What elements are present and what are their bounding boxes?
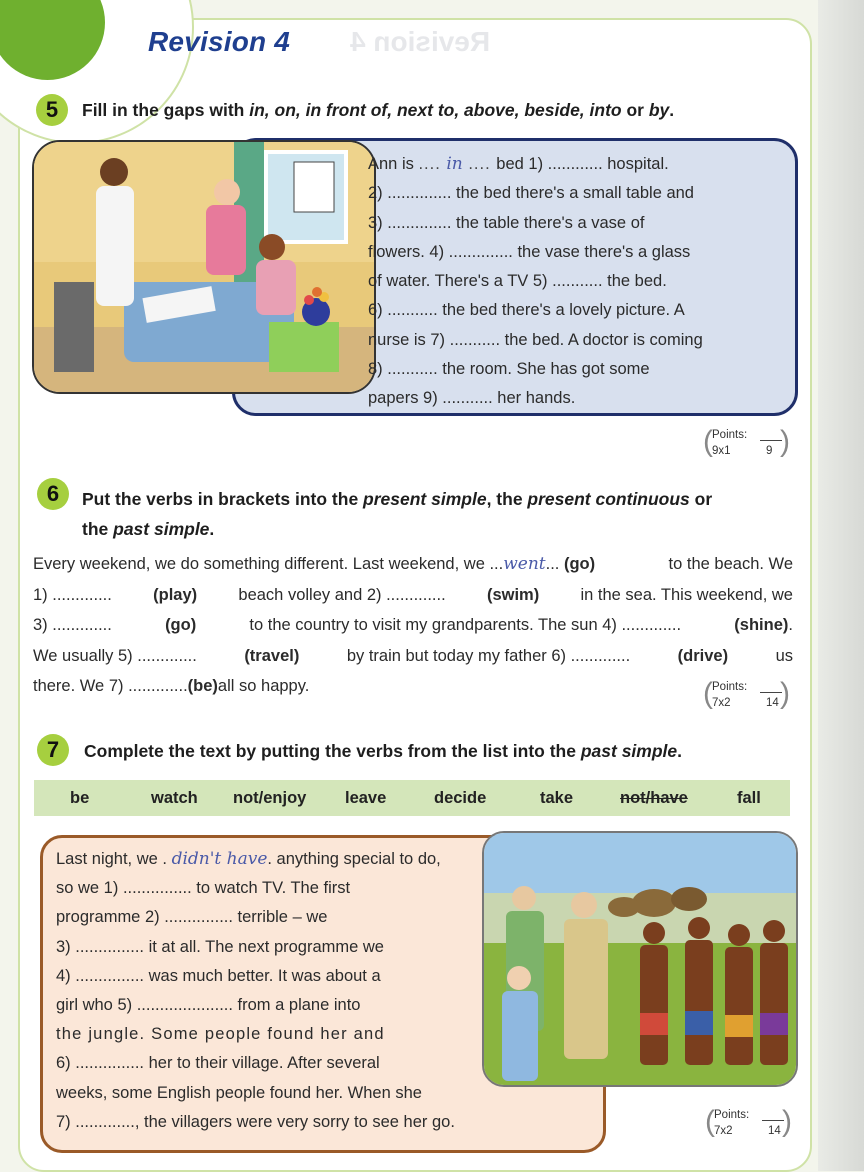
- word-item: decide: [434, 789, 487, 807]
- word-item: watch: [151, 789, 198, 807]
- text-line: 6) ............... her to their village. After several: [56, 1054, 380, 1073]
- mirrored-title: Revision 4: [350, 26, 491, 57]
- exercise-5-number: 5: [36, 94, 68, 126]
- example-answer: went: [503, 554, 546, 574]
- text-line: 1) ............. (play) beach volley and 2) ............. (swim) in the sea. This weekend, we: [33, 585, 793, 604]
- text-line: flowers. 4) .............. the vase there's a glass: [368, 242, 691, 261]
- exercise-7-text: [56, 845, 466, 1137]
- word-item-used: not/have: [620, 789, 688, 807]
- text-line: 7) ............., the villagers were very sorry to see her go.: [56, 1112, 455, 1131]
- page-edge: [818, 0, 864, 1171]
- text-line: nurse is 7) ........... the bed. A doctor is coming: [368, 330, 703, 349]
- example-answer: in: [446, 154, 463, 174]
- text-line: 8) ........... the room. She has got some: [368, 360, 650, 379]
- exercise-7-number: 7: [37, 734, 69, 766]
- village-illustration: [482, 831, 798, 1087]
- text-line: 6) ........... the bed there's a lovely picture. A: [368, 301, 685, 320]
- word-item: not/enjoy: [233, 789, 307, 807]
- word-item: leave: [345, 789, 387, 807]
- exercise-6-instruction: Put the verbs in brackets into the present simple, the present continuous or the past simple.: [82, 489, 713, 539]
- page-title: Revision 4: [148, 26, 291, 57]
- word-item: be: [70, 789, 90, 807]
- text-line: so we 1) ............... to watch TV. The first: [56, 879, 351, 898]
- text-line: 3) .............. the table there's a vase of: [368, 213, 645, 232]
- verb-word-list: [34, 780, 790, 816]
- text-line: the jungle. Some people found her and: [56, 1025, 385, 1044]
- text-line: 4) ............... was much better. It was about a: [56, 966, 381, 985]
- exercise-6-text: [33, 549, 793, 702]
- exercise-7-points: ( ) Points: 7x2 14: [705, 1105, 792, 1138]
- text-line: weeks, some English people found her. When she: [56, 1083, 422, 1102]
- word-item: take: [540, 789, 574, 807]
- text-line: Last night, we . didn't have. anything special to do,: [56, 849, 441, 869]
- text-line: 2) .............. the bed there's a small table and: [368, 184, 694, 203]
- text-line: We usually 5) ............. (travel) by train but today my father 6) ............. (drive) us: [33, 646, 793, 665]
- hospital-illustration: [32, 140, 376, 394]
- text-line: papers 9) ........... her hands.: [368, 389, 576, 408]
- text-line: girl who 5) ..................... from a plane into: [56, 996, 361, 1015]
- example-answer: didn't have: [171, 849, 268, 869]
- word-item: fall: [737, 789, 761, 807]
- exercise-7-instruction: Complete the text by putting the verbs from the list into the past simple.: [84, 741, 683, 761]
- exercise-6-points: ( ) Points: 7x2 14: [703, 677, 790, 710]
- text-line: 3) ............... it at all. The next programme we: [56, 937, 384, 956]
- text-line: Ann is .... in .... bed 1) ............ hospital.: [368, 154, 669, 174]
- text-line: of water. There's a TV 5) ........... the bed.: [368, 272, 667, 291]
- text-line: there. We 7) ............. (be) all so happy.: [33, 677, 310, 695]
- text-line: programme 2) ............... terrible – we: [56, 908, 328, 927]
- exercise-5-points: ( ) Points: 9x1 9: [703, 425, 790, 458]
- text-line: 3) ............. (go) to the country to visit my grandparents. The sun 4) ............. (shine).: [33, 616, 793, 634]
- exercise-5-text: [368, 150, 778, 414]
- exercise-6-number: 6: [37, 478, 69, 510]
- text-line: Every weekend, we do something different. Last weekend, we ...went... (go) to the beach. We: [33, 554, 793, 574]
- exercise-5-instruction: Fill in the gaps with in, on, in front of, next to, above, beside, into or by.: [82, 100, 675, 120]
